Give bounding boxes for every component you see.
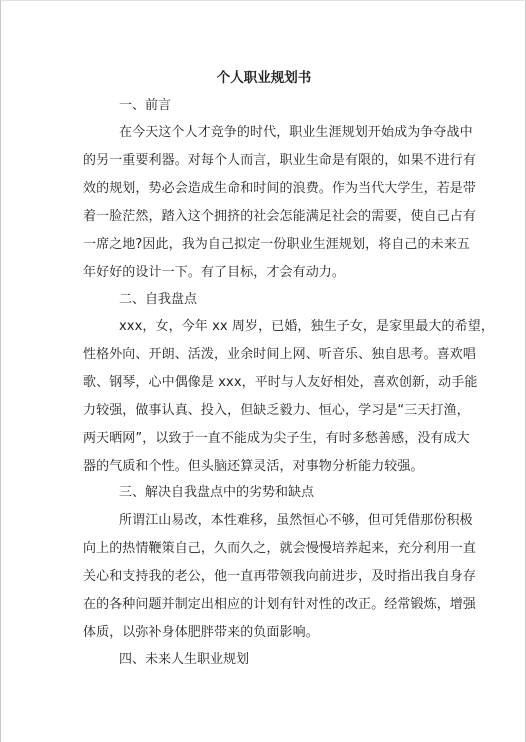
paragraph-line: 器的气质和个性。但头脑还算灵活，对事物分析能力较强。 xyxy=(83,459,424,474)
paragraph-line: 关心和支持我的老公，他一直再带领我向前进步，及时指出我自身存 xyxy=(83,569,477,584)
paragraph-line: xxx，女，今年 xx 周岁，已婚，独生子女，是家里最大的希望， xyxy=(119,319,494,334)
paragraph-line: 在的各种问题并制定出相应的计划有针对性的改正。经常锻炼，增强 xyxy=(83,597,477,612)
section-heading-self-assessment: 二、自我盘点 xyxy=(119,292,198,307)
paragraph-line: 两天晒网”，以致于一直不能成为尖子生，有时多愁善感，没有成大 xyxy=(83,431,470,446)
section-heading-weaknesses: 三、解决自我盘点中的劣势和缺点 xyxy=(119,485,315,500)
paragraph-line: 效的规划，势必会造成生命和时间的浪费。作为当代大学生，若是带 xyxy=(83,181,477,196)
paragraph-line: 的另一重要利器。对每个人而言，职业生命是有限的，如果不进行有 xyxy=(83,153,477,168)
paragraph-line: 所谓江山易改，本性难移，虽然恒心不够，但可凭借那份积极 xyxy=(119,513,473,528)
document-title: 个人职业规划书 xyxy=(216,70,312,86)
paragraph-line: 一席之地?因此，我为自己拟定一份职业生涯规划，将自己的未来五 xyxy=(83,237,470,252)
section-heading-preface: 一、前言 xyxy=(119,98,172,113)
paragraph-line: 力较强，做事认真、投入，但缺乏毅力、恒心，学习是“三天打渔， xyxy=(83,403,470,418)
paragraph-line: 着一脸茫然，踏入这个拥挤的社会怎能满足社会的需要，使自己占有 xyxy=(83,209,477,224)
paragraph-line: 在今天这个人才竞争的时代，职业生涯规划开始成为争夺战中 xyxy=(119,125,473,140)
paragraph-line: 年好好的设计一下。有了目标，才会有动力。 xyxy=(83,265,346,280)
paragraph-line: 歌、钢琴，心中偶像是 xxx，平时与人友好相处，喜欢创新，动手能 xyxy=(83,375,478,390)
paragraph-line: 体质，以弥补身体肥胖带来的负面影响。 xyxy=(83,625,319,640)
paragraph-line: 向上的热情鞭策自己，久而久之，就会慢慢培养起来，充分利用一直 xyxy=(83,541,477,556)
section-heading-career-plan: 四、未来人生职业规划 xyxy=(119,652,250,667)
paragraph-line: 性格外向、开朗、活泼，业余时间上网、听音乐、独自思考。喜欢唱 xyxy=(83,347,477,362)
